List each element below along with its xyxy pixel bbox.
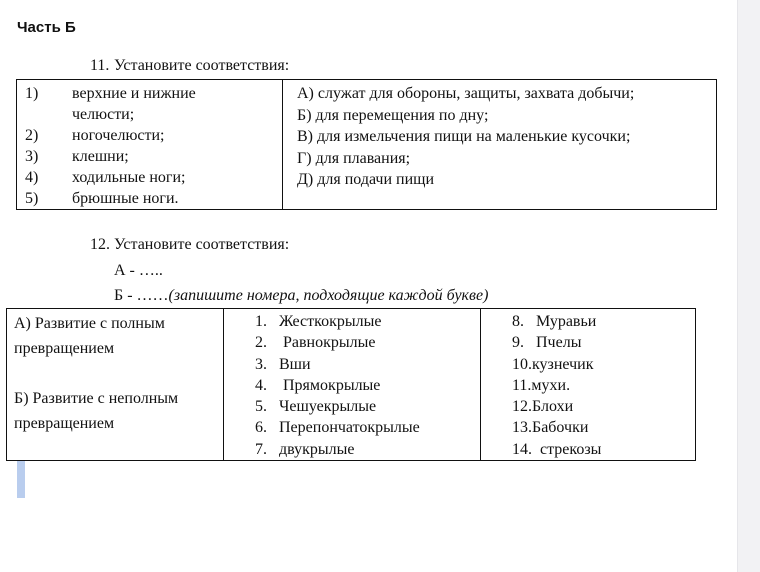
item-text: Перепончатокрылые <box>279 419 420 437</box>
item-number: 2) <box>25 127 39 144</box>
item-text: верхние и нижние челюсти; <box>72 85 196 123</box>
item-number: 4. <box>255 376 267 394</box>
task11-number: 11. <box>90 57 110 74</box>
insect-list-item <box>255 375 480 396</box>
task12-title: Установите соответствия: <box>114 236 290 253</box>
task12-list-column-1 <box>224 309 481 461</box>
task12-table <box>6 308 696 461</box>
item-number: 2. <box>255 334 267 352</box>
item-number: 12. <box>512 398 532 416</box>
answer-b-line <box>114 287 488 305</box>
item-number: 13. <box>512 419 532 437</box>
item-text: двукрылые <box>279 440 355 458</box>
insect-list-item <box>512 396 695 417</box>
task11-left-item <box>17 83 282 125</box>
item-text: Жесткокрылые <box>279 313 382 330</box>
insect-list-item <box>255 417 480 438</box>
item-number: 5) <box>25 190 39 207</box>
task11-left-item <box>17 167 282 188</box>
item-text: брюшные ноги. <box>72 190 179 207</box>
item-text: Бабочки <box>532 419 589 437</box>
insect-list-item <box>512 332 695 353</box>
item-text: ходильные ноги; <box>72 169 186 186</box>
task12-categories-column <box>7 309 224 461</box>
answer-b-hint: (запишите номера, подходящие каждой букве) <box>168 287 489 304</box>
insect-list-item <box>255 354 480 375</box>
item-number: 6. <box>255 419 267 437</box>
task11-heading <box>90 57 289 75</box>
answer-b-prefix: Б - …… <box>114 287 169 304</box>
item-text: Прямокрылые <box>279 376 381 394</box>
item-text: Равнокрылые <box>279 334 376 352</box>
item-text: Вши <box>279 355 311 373</box>
insect-list-item <box>255 332 480 353</box>
item-text: кузнечик <box>532 355 594 373</box>
task11-right-item: А) служат для обороны, защиты, захвата добычи; <box>297 85 635 102</box>
item-text: Чешуекрылые <box>279 398 377 416</box>
task11-right-item: В) для измельчения пищи на маленькие кусочки; <box>297 128 631 145</box>
part-title: Часть Б <box>17 19 76 36</box>
answer-a-line: А - ….. <box>114 262 163 279</box>
item-number: 3) <box>25 148 39 165</box>
item-number: 10. <box>512 355 532 373</box>
task12-heading <box>90 236 289 254</box>
item-text: Блохи <box>532 398 574 416</box>
item-number: 3. <box>255 355 267 373</box>
task11-left-item <box>17 188 282 209</box>
task11-left-column <box>17 80 283 210</box>
item-number: 1) <box>25 85 39 102</box>
item-text: стрекозы <box>540 440 602 458</box>
task11-title: Установите соответствия: <box>114 57 290 74</box>
item-number: 5. <box>255 398 267 416</box>
task11-right-item: Б) для перемещения по дну; <box>297 106 489 124</box>
item-number: 8. <box>512 313 524 330</box>
task12-list-column-2 <box>481 309 696 461</box>
task11-left-item <box>17 125 282 146</box>
task11-right-column <box>283 80 717 210</box>
item-text: Муравьи <box>536 313 597 330</box>
insect-list-item <box>512 354 695 375</box>
item-text: клешни; <box>72 148 129 165</box>
task11-table <box>16 79 717 210</box>
category-full-metamorphosis: А) Развитие с полным превращением <box>14 315 165 357</box>
item-text: Пчелы <box>536 334 582 352</box>
task11-right-item: Г) для плавания; <box>297 149 411 167</box>
item-number: 9. <box>512 334 524 352</box>
insect-list-item <box>255 396 480 417</box>
insect-list-item <box>512 417 695 438</box>
task11-right-item: Д) для подачи пищи <box>297 171 435 188</box>
insect-list-item <box>512 375 695 396</box>
item-number: 11. <box>512 376 532 394</box>
insect-list-item <box>255 311 480 332</box>
insect-list-item <box>512 311 695 332</box>
text-cursor-selection[interactable] <box>17 461 25 498</box>
vertical-scrollbar[interactable] <box>737 0 760 572</box>
insect-list-item <box>512 439 695 460</box>
insect-list-item <box>255 439 480 460</box>
item-number: 7. <box>255 440 267 458</box>
item-number: 14. <box>512 440 532 458</box>
category-incomplete-metamorphosis: Б) Развитие с неполным превращением <box>14 390 179 432</box>
item-number: 4) <box>25 169 39 186</box>
task12-number: 12. <box>90 236 110 253</box>
item-text: ногочелюсти; <box>72 127 165 144</box>
task11-left-item <box>17 146 282 167</box>
item-number: 1. <box>255 313 267 330</box>
item-text: мухи. <box>531 376 571 394</box>
